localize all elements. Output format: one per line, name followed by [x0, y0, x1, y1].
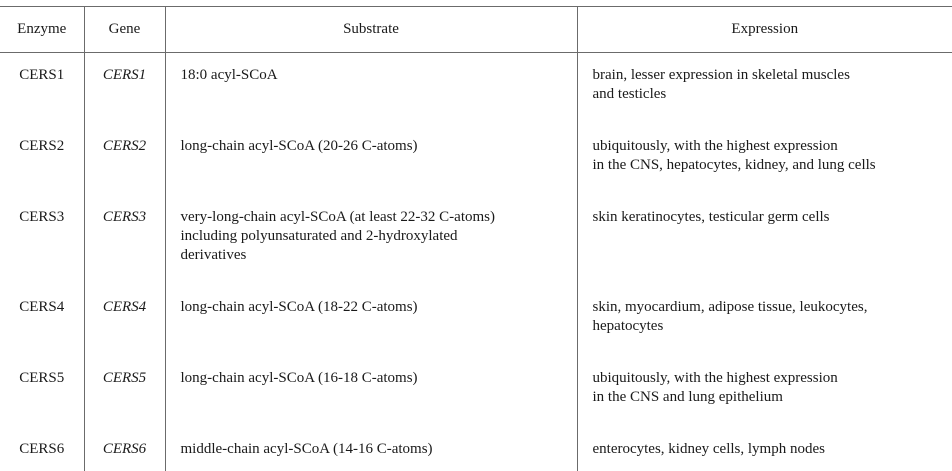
expression-line: in the CNS, hepatocytes, kidney, and lung cells [593, 156, 945, 175]
expression-cell [577, 286, 952, 357]
table-row [0, 196, 952, 286]
expression-line: brain, lesser expression in skeletal muscles [593, 66, 945, 85]
substrate-line: very-long-chain acyl-SCoA (at least 22-32 C-atoms) [181, 208, 569, 227]
expression-line: ubiquitously, with the highest expression [593, 137, 945, 156]
gene-cell: CERS4 [84, 286, 165, 357]
substrate-cell [165, 125, 577, 196]
expression-cell [577, 357, 952, 428]
expression-line: enterocytes, kidney cells, lymph nodes [593, 440, 945, 459]
expression-cell [577, 196, 952, 286]
ceramide-synthase-table [0, 6, 952, 471]
table-row [0, 125, 952, 196]
expression-cell [577, 53, 952, 126]
substrate-cell [165, 196, 577, 286]
substrate-line: including polyunsaturated and 2-hydroxylated [181, 227, 569, 246]
gene-cell: CERS1 [84, 53, 165, 126]
header-substrate: Substrate [165, 7, 577, 53]
cropped-caption-fragment [184, 0, 344, 3]
enzyme-cell: CERS1 [0, 53, 84, 126]
substrate-line: 18:0 acyl-SCoA [181, 66, 569, 85]
table-row [0, 53, 952, 126]
expression-cell [577, 125, 952, 196]
substrate-line: middle-chain acyl-SCoA (14-16 C-atoms) [181, 440, 569, 459]
gene-cell: CERS3 [84, 196, 165, 286]
enzyme-cell: CERS6 [0, 428, 84, 471]
enzyme-cell: CERS5 [0, 357, 84, 428]
substrate-line: long-chain acyl-SCoA (18-22 C-atoms) [181, 298, 569, 317]
expression-line: ubiquitously, with the highest expression [593, 369, 945, 388]
header-row [0, 7, 952, 53]
expression-cell [577, 428, 952, 471]
expression-line: skin keratinocytes, testicular germ cells [593, 208, 945, 227]
substrate-line: derivatives [181, 246, 569, 265]
expression-line: skin, myocardium, adipose tissue, leukocytes, [593, 298, 945, 317]
substrate-cell [165, 357, 577, 428]
header-gene: Gene [84, 7, 165, 53]
substrate-line: long-chain acyl-SCoA (20-26 C-atoms) [181, 137, 569, 156]
gene-cell: CERS2 [84, 125, 165, 196]
table-row [0, 286, 952, 357]
substrate-cell [165, 286, 577, 357]
enzyme-cell: CERS4 [0, 286, 84, 357]
table-header [0, 7, 952, 53]
header-expression: Expression [577, 7, 952, 53]
enzyme-cell: CERS3 [0, 196, 84, 286]
expression-line: in the CNS and lung epithelium [593, 388, 945, 407]
substrate-cell [165, 428, 577, 471]
gene-cell: CERS6 [84, 428, 165, 471]
substrate-cell [165, 53, 577, 126]
header-enzyme: Enzyme [0, 7, 84, 53]
table-row [0, 357, 952, 428]
table-body [0, 53, 952, 471]
expression-line: and testicles [593, 85, 945, 104]
expression-line: hepatocytes [593, 317, 945, 336]
enzyme-cell: CERS2 [0, 125, 84, 196]
substrate-line: long-chain acyl-SCoA (16-18 C-atoms) [181, 369, 569, 388]
table-row [0, 428, 952, 471]
gene-cell: CERS5 [84, 357, 165, 428]
